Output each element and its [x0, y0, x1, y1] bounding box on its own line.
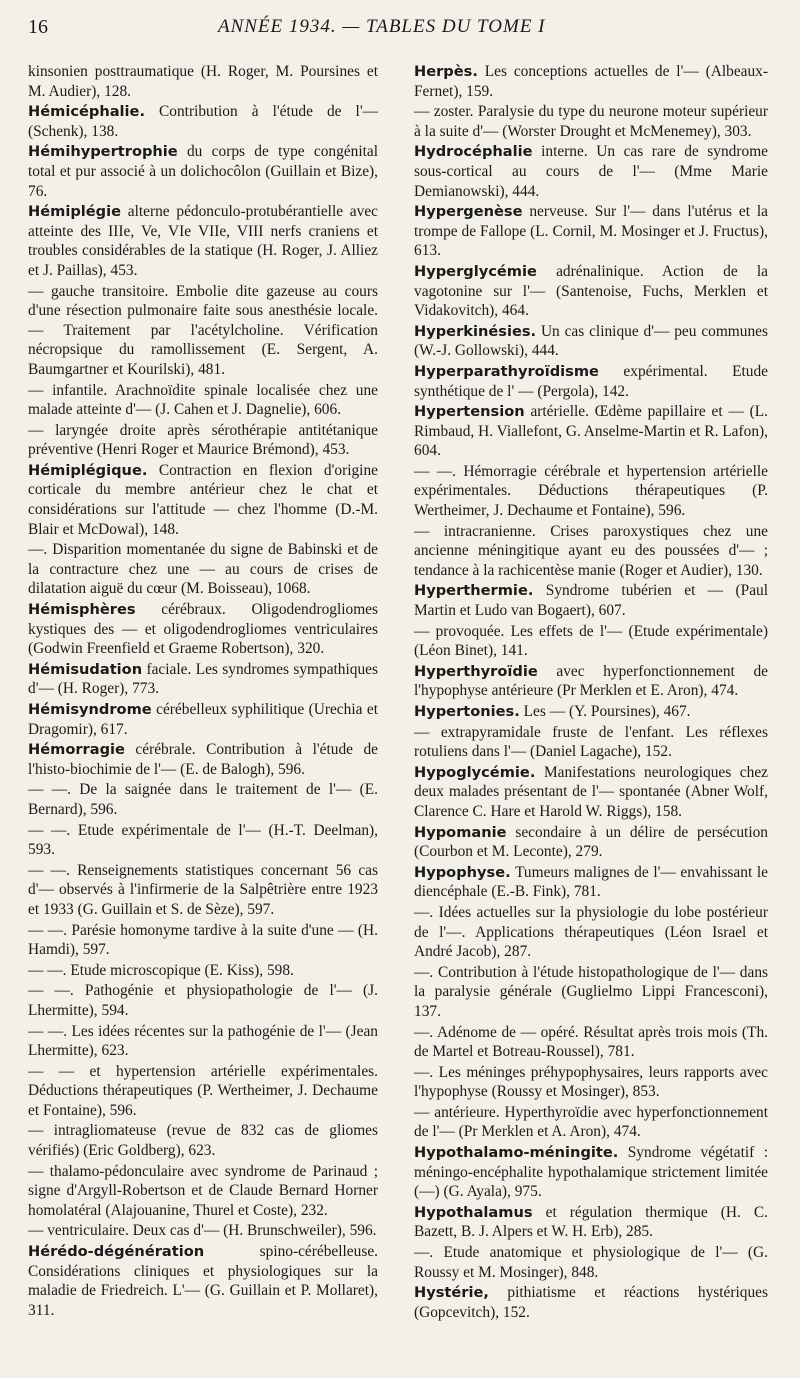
index-entry [414, 102, 768, 141]
entry-text: — provoquée. Les effets de l'— (Etude expérimentale) (Léon Binet), 141. [414, 622, 768, 660]
entry-headword: Hyperthyroïdie [414, 662, 538, 680]
entry-text: —. Etude anatomique et physiologique de l'— (G. Roussy et M. Mosinger), 848. [414, 1244, 768, 1281]
entry-text: —. Les méninges préhypophysaires, leurs rapports avec l'hypophyse (Roussy et Mosinger), 853. [414, 1063, 768, 1101]
entry-text: —. Disparition momentanée du signe de Babinski et de la contracture chez une — au cours de crises de dilatation aiguë du cœur (M. Boisseau), 1068. [28, 541, 378, 598]
index-entry [414, 322, 768, 361]
entry-headword: Hypoglycémie. [414, 763, 536, 781]
entry-headword: Hyperkinésies. [414, 322, 537, 340]
entry-headword: Hérédo-dégénération [28, 1243, 205, 1261]
entry-text: Contribution à l'étude de l'— (Schenk), 138. [28, 103, 378, 140]
index-entry [414, 402, 768, 461]
index-entry [28, 461, 378, 539]
entry-text: — antérieure. Hyperthyroïdie avec hyperfonctionnement de l'— (Pr Merklen et A. Aron), 474. [414, 1103, 768, 1141]
entry-headword: Hypergenèse [414, 203, 523, 221]
entry-text: — —. Les idées récentes sur la pathogénie de l'— (Jean Lhermitte), 623. [28, 1022, 378, 1060]
index-entry [414, 202, 768, 261]
entry-text: nerveuse. Sur l'— dans l'utérus et la trompe de Fallope (L. Cornil, M. Mosinger et J. Fructus), 613. [414, 203, 768, 260]
entry-text: — ventriculaire. Deux cas d'— (H. Brunschweiler), 596. [28, 1222, 377, 1240]
entry-text: — —. Parésie homonyme tardive à la suite d'une — (H. Hamdi), 597. [28, 921, 378, 959]
index-entry [28, 780, 378, 819]
entry-headword: Hydrocéphalie [414, 143, 533, 161]
entry-text: du corps de type congénital total et pur associé à un dolichocôlon (Guillain et Bize), 76. [28, 143, 378, 200]
entry-headword: Hémiplégique. [28, 461, 148, 479]
index-entry [414, 142, 768, 201]
entry-text: — thalamo-pédonculaire avec syndrome de Parinaud ; signe d'Argyll-Robertson et de Claude Bernard Horner homolatéral (Alajouanine, Thurel et Coste), 232. [28, 1162, 378, 1219]
index-entry [28, 1221, 378, 1241]
entry-text: — —. Etude expérimentale de l'— (H.-T. Deelman), 593. [28, 821, 378, 859]
left-column [28, 62, 378, 1321]
index-entry [28, 62, 378, 101]
entry-headword: Hyperparathyroïdisme [414, 362, 599, 380]
index-entry [28, 660, 378, 699]
index-entry [414, 763, 768, 822]
index-entry [414, 1203, 768, 1242]
entry-text: — —. Etude microscopique (E. Kiss), 598. [28, 961, 294, 979]
entry-headword: Hémiplégie [28, 203, 122, 221]
entry-text: —. Idées actuelles sur la physiologie du lobe postérieur de l'—. Applications thérapeutiques (Léon Israel et André Jacob), 287. [414, 903, 768, 961]
index-entry [28, 1242, 378, 1320]
entry-text: Syndrome tubérien et — (Paul Martin et Ludo van Bogaert), 607. [414, 582, 768, 620]
index-entry [414, 702, 768, 722]
entry-text: Tumeurs malignes de l'— envahissant le diencéphale (E.-B. Fink), 781. [414, 863, 768, 901]
entry-text: — infantile. Arachnoïdite spinale localisée chez une malade atteinte d'— (J. Cahen et J. Dagnelie), 606. [28, 381, 378, 419]
index-entry [414, 903, 768, 962]
index-entry [414, 1103, 768, 1142]
entry-headword: Herpès. [414, 63, 478, 80]
entry-headword: Hémisyndrome [28, 701, 152, 718]
index-entry [28, 600, 378, 659]
index-entry [414, 262, 768, 321]
entry-text: et régulation thermique (H. C. Bazett, B. J. Alpers et W. H. Erb), 285. [414, 1203, 768, 1241]
entry-text: artérielle. Œdème papillaire et — (L. Rimbaud, H. Viallefont, G. Anselme-Martin et R. Lafon), 604. [414, 403, 768, 460]
entry-text: interne. Un cas rare de syndrome sous-cortical au cours de l'— (Mme Marie Demianowski), 444. [414, 143, 768, 200]
entry-text: Contraction en flexion d'origine corticale du membre antérieur chez le chat et considérations sur l'attitude — chez l'homme (D.-M. Blair et McDowal), 148. [28, 461, 378, 538]
entry-text: Les conceptions actuelles de l'— (Albeaux-Fernet), 159. [414, 63, 768, 100]
index-entry [28, 142, 378, 201]
entry-text: faciale. Les syndromes sympathiques d'— (H. Roger), 773. [28, 660, 378, 698]
index-entry [28, 381, 378, 420]
entry-headword: Hypothalamo-méningite. [414, 1144, 619, 1162]
entry-text: cérébrale. Contribution à l'étude de l'histo-biochimie de l'— (E. de Balogh), 596. [28, 741, 378, 778]
entry-headword: Hypophyse. [414, 863, 511, 881]
index-entry [414, 863, 768, 902]
entry-text: alterne pédonculo-protubérantielle avec atteinte des IIIe, Ve, VIe VIIe, VIII nerfs craniens et troubles considérables de la statique (H. Roger, J. Alliez et J. Paillas), 453. [28, 203, 378, 279]
running-title: ANNÉE 1934. — TABLES DU TOME I [218, 16, 546, 37]
entry-text: cérébraux. Oligodendrogliomes kystiques des — et oligodendrogliomes ventriculaires (Godwin Freenfield et Graeme Robertson), 320. [28, 601, 378, 658]
entry-text: expérimental. Etude synthétique de l' — (Pergola), 142. [414, 362, 768, 400]
entry-headword: Hystérie, [414, 1284, 489, 1302]
index-entry [414, 1023, 768, 1062]
entry-text: — intragliomateuse (revue de 832 cas de gliomes vérifiés) (Eric Goldberg), 623. [28, 1122, 378, 1160]
index-entry [414, 963, 768, 1022]
index-entry [414, 622, 768, 661]
entry-headword: Hémihypertrophie [28, 143, 178, 161]
page-number: 16 [28, 16, 48, 38]
index-entry [28, 1062, 378, 1121]
entry-text: pithiatisme et réactions hystériques (Gopcevitch), 152. [414, 1284, 768, 1321]
page-header [28, 14, 770, 42]
index-entry [28, 1162, 378, 1221]
entry-text: — gauche transitoire. Embolie dite gazeuse au cours d'une résection pulmonaire faite sous anesthésie locale. — Traitement par l'acétylcholine. Vérification nécropsique du ramollissement (E. Sergent, A. Baumgartner et Kourilski), 481. [28, 282, 378, 378]
index-entry [414, 1283, 768, 1322]
entry-headword: Hypothalamus [414, 1203, 533, 1221]
entry-text: cérébelleux syphilitique (Urechia et Dragomir), 617. [28, 701, 378, 738]
entry-headword: Hyperglycémie [414, 262, 537, 280]
entry-headword: Hypertonies. [414, 703, 520, 720]
entry-text: — laryngée droite après sérothérapie antitétanique préventive (Henri Roger et Maurice Brémond), 453. [28, 421, 378, 459]
entry-text: Syndrome végétatif : méningo-encéphalite hypothalamique strictement limitée (—) (G. Ayala), 975. [414, 1144, 768, 1201]
entry-text: — —. Renseignements statistiques concernant 56 cas d'— observés à l'infirmerie de la Salpêtrière entre 1923 et 1933 (G. Guillain et S. de Sèze), 597. [28, 861, 378, 918]
right-column [414, 62, 768, 1323]
entry-text: Manifestations neurologiques chez deux malades présentant de l'— spontanée (Abner Wolf, Clarence C. Hare et Harold W. Riggs), 158. [414, 763, 768, 820]
index-entry [414, 522, 768, 581]
entry-headword: Hémisudation [28, 660, 143, 678]
index-entry [414, 823, 768, 862]
entry-text: Les — (Y. Poursines), 467. [519, 703, 691, 720]
index-entry [28, 821, 378, 860]
entry-text: kinsonien posttraumatique (H. Roger, M. Poursines et M. Audier), 128. [28, 63, 378, 100]
entry-text: —. Contribution à l'étude histopathologique de l'— dans la paralysie générale (Guglielmo Lippi Francesconi), 137. [414, 963, 768, 1020]
entry-text: secondaire à un délire de persécution (Courbon et M. Leconte), 279. [414, 823, 768, 861]
entry-text: avec hyperfonctionnement de l'hypophyse antérieure (Pr Merklen et E. Aron), 474. [414, 662, 768, 700]
entry-headword: Hémorragie [28, 741, 125, 759]
index-entry [28, 1121, 378, 1160]
index-entry [28, 861, 378, 920]
index-entry [414, 1143, 768, 1202]
entry-headword: Hyperthermie. [414, 582, 534, 600]
entry-text: — —. De la saignée dans le traitement de l'— (E. Bernard), 596. [28, 781, 378, 818]
index-entry [414, 581, 768, 620]
entry-headword: Hypomanie [414, 823, 507, 841]
index-entry [28, 421, 378, 460]
entry-text: — —. Hémorragie cérébrale et hypertension artérielle expérimentales. Déductions thérapeutiques (P. Wertheimer, J. Dechaume et Fontaine), 596. [414, 462, 768, 520]
entry-text: —. Adénome de — opéré. Résultat après trois mois (Th. de Martel et Botreau-Roussel), 781. [414, 1023, 768, 1061]
entry-text: — —. Pathogénie et physiopathologie de l'— (J. Lhermitte), 594. [28, 982, 378, 1019]
entry-text: adrénalinique. Action de la vagotonine sur l'— (Santenoise, Fuchs, Merklen et Vidakovitch), 464. [414, 262, 768, 320]
index-entry [414, 1063, 768, 1102]
index-entry [28, 1022, 378, 1061]
index-entry [414, 362, 768, 401]
entry-headword: Hémisphères [28, 601, 136, 619]
index-entry [414, 662, 768, 701]
entry-headword: Hypertension [414, 403, 525, 421]
index-entry [414, 62, 768, 101]
index-entry [414, 723, 768, 762]
index-entry [28, 540, 378, 599]
index-entry [414, 462, 768, 521]
index-entry [28, 921, 378, 960]
entry-text: — extrapyramidale fruste de l'enfant. Les réflexes rotuliens dans l'— (Daniel Lagache), 152. [414, 723, 768, 761]
entry-headword: Hémicéphalie. [28, 103, 145, 121]
index-entry [28, 961, 378, 981]
entry-text: — intracranienne. Crises paroxystiques chez une ancienne méningitique ayant eu des poussées d'— ; tendance à la rachicentèse manie (Roger et Audier), 130. [414, 522, 768, 579]
index-entry [28, 740, 378, 779]
index-entry [28, 282, 378, 380]
index-entry [414, 1243, 768, 1282]
entry-text: — zoster. Paralysie du type du neurone moteur supérieur à la suite d'— (Worster Drought et McMenemey), 303. [414, 103, 768, 140]
index-entry [28, 700, 378, 739]
entry-text: Un cas clinique d'— peu communes (W.-J. Gollowski), 444. [414, 322, 768, 360]
index-entry [28, 981, 378, 1020]
entry-text: spino-cérébelleuse. Considérations cliniques et physiologiques sur la maladie de Friedreich. L'— (G. Guillain et P. Mollaret), 311. [28, 1243, 378, 1319]
index-entry [28, 102, 378, 141]
index-entry [28, 202, 378, 280]
entry-text: — — et hypertension artérielle expérimentales. Déductions thérapeutiques (P. Wertheimer, J. Dechaume et Fontaine), 596. [28, 1062, 378, 1119]
